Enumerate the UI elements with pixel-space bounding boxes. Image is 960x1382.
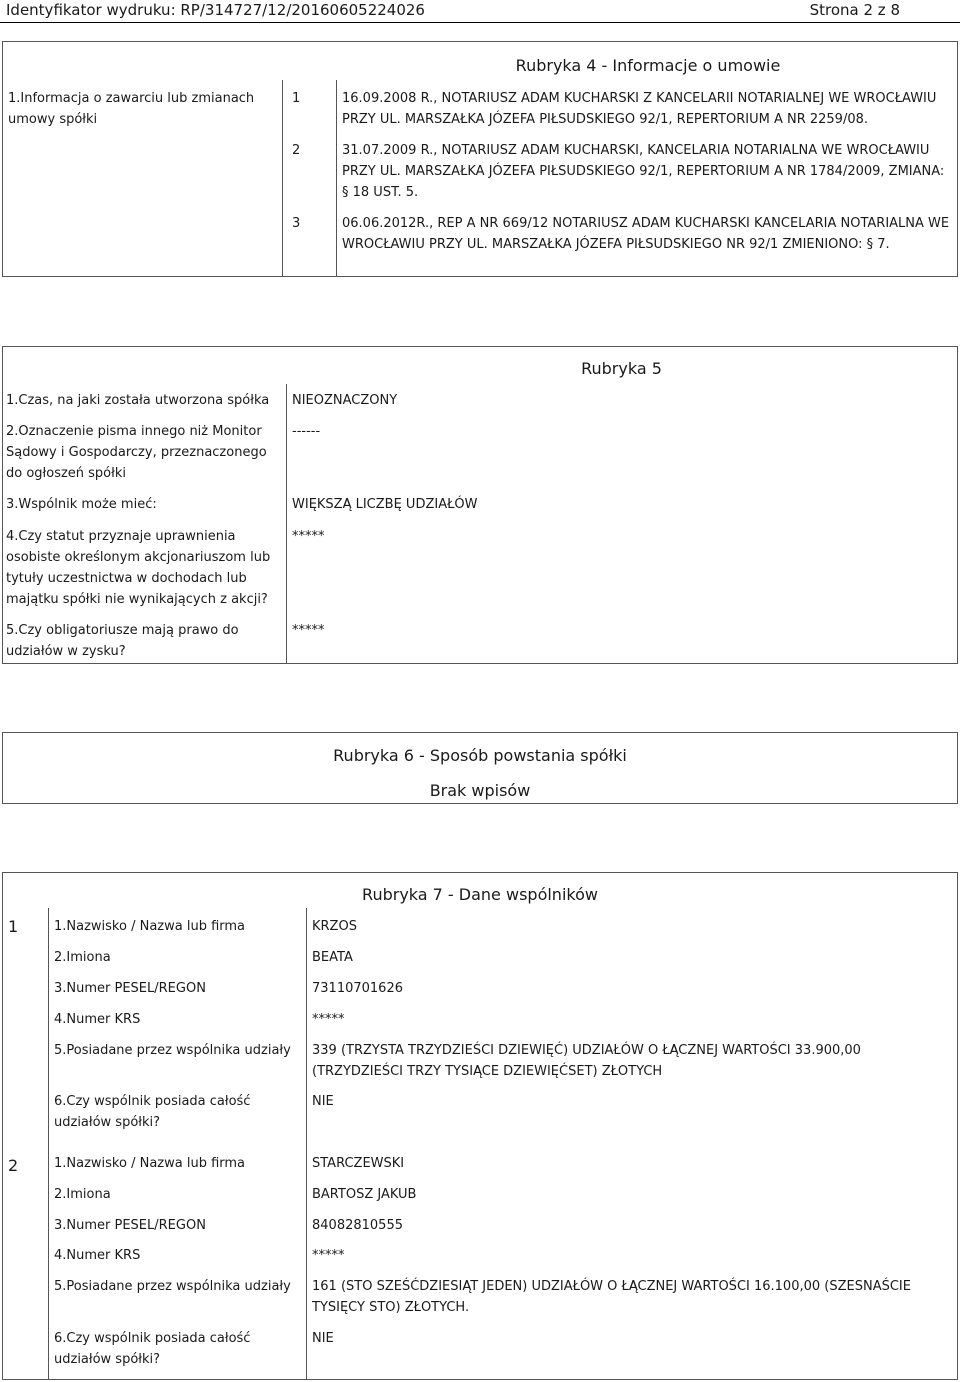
field-label: 4.Numer KRS (54, 1012, 141, 1027)
entry-text: 06.06.2012R., REP A NR 669/12 NOTARIUSZ ADAM KUCHARSKI KANCELARIA NOTARIALNA WE WROCŁAWIU PRZY UL. MARSZAŁKA JÓZEFA PIŁSUDSKIEGO NR 92/1 ZMIENIONO: § 7. (342, 216, 950, 252)
print-identifier: Identyfikator wydruku: RP/314727/12/20160605224026 (6, 1, 425, 19)
page-number: Strona 2 z 8 (809, 1, 900, 19)
field-value: NIEOZNACZONY (292, 393, 398, 408)
rubryka5-title: Rubryka 5 (581, 359, 662, 378)
field-value: 84082810555 (312, 1218, 403, 1233)
field-value: 339 (TRZYSTA TRZYDZIEŚCI DZIEWIĘĆ) UDZIAŁÓW O ŁĄCZNEJ WARTOŚCI 33.900,00 (TRZYDZIEŚCI TRZY TYSIĄCE DZIEWIĘĆSET) ZŁOTYCH (312, 1043, 861, 1079)
rubryka5-divider (286, 384, 287, 664)
field-value: KRZOS (312, 919, 357, 934)
rubryka7-divider-num (48, 908, 49, 1380)
field-label: 1.Nazwisko / Nazwa lub firma (54, 1156, 246, 1171)
rubryka7-title: Rubryka 7 - Dane wspólników (362, 885, 598, 904)
entry-text: 31.07.2009 R., NOTARIUSZ ADAM KUCHARSKI, KANCELARIA NOTARIALNA WE WROCŁAWIU PRZY UL. MARSZAŁKA JÓZEFA PIŁSUDSKIEGO 92/1, REPERTORIUM A NR 1784/2009, ZMIANA: § 18 UST. 5. (342, 143, 945, 200)
field-label: 3.Numer PESEL/REGON (54, 981, 206, 996)
entry-number: 1 (292, 91, 301, 106)
entry-number: 2 (292, 143, 301, 158)
field-value: ***** (292, 529, 325, 544)
field-label: 3.Wspólnik może mieć: (6, 497, 157, 512)
field-label: 1.Czas, na jaki została utworzona spółka (6, 393, 270, 408)
field-value: ***** (312, 1248, 345, 1263)
field-label: 5.Posiadane przez wspólnika udziały (54, 1043, 291, 1058)
field-value: BARTOSZ JAKUB (312, 1187, 417, 1202)
rubryka6-empty: Brak wpisów (429, 781, 531, 800)
field-label: 2.Imiona (54, 950, 111, 965)
field-value: NIE (312, 1094, 334, 1109)
rubryka4-title: Rubryka 4 - Informacje o umowie (515, 56, 781, 75)
field-value: WIĘKSZĄ LICZBĘ UDZIAŁÓW (292, 497, 478, 512)
field-value: ------ (292, 424, 321, 439)
field-value: STARCZEWSKI (312, 1156, 405, 1171)
field-value: ***** (292, 623, 325, 638)
field-label: 4.Czy statut przyznaje uprawnienia osobiste określonym akcjonariuszom lub tytuły uczestnictwa w dochodach lub majątku spółki nie wynikających z akcji? (6, 529, 271, 607)
field-value: NIE (312, 1331, 334, 1346)
field-label: 1.Nazwisko / Nazwa lub firma (54, 919, 246, 934)
rubryka6-title: Rubryka 6 - Sposób powstania spółki (333, 746, 627, 765)
partner-number: 2 (8, 1156, 19, 1175)
field-value: BEATA (312, 950, 353, 965)
partner-number: 1 (8, 917, 19, 936)
field-label: 5.Posiadane przez wspólnika udziały (54, 1279, 291, 1294)
field-label: 2.Imiona (54, 1187, 111, 1202)
field-value: 161 (STO SZEŚĆDZIESIĄT JEDEN) UDZIAŁÓW O ŁĄCZNEJ WARTOŚCI 16.100,00 (SZESNAŚCIE TYSIĘCY STO) ZŁOTYCH. (312, 1279, 911, 1315)
field-label: 3.Numer PESEL/REGON (54, 1218, 206, 1233)
field-label: 4.Numer KRS (54, 1248, 141, 1263)
header-rule (0, 22, 960, 23)
rubryka4-label: 1.Informacja o zawarciu lub zmianach umowy spółki (8, 91, 255, 127)
rubryka4-divider-2 (336, 80, 337, 277)
rubryka7-divider-value (306, 908, 307, 1380)
field-value: 73110701626 (312, 981, 403, 996)
field-label: 6.Czy wspólnik posiada całość udziałów spółki? (54, 1094, 251, 1130)
field-label: 5.Czy obligatoriusze mają prawo do udziałów w zysku? (6, 623, 239, 659)
field-label: 2.Oznaczenie pisma innego niż Monitor Sądowy i Gospodarczy, przeznaczonego do ogłoszeń spółki (6, 424, 267, 481)
field-label: 6.Czy wspólnik posiada całość udziałów spółki? (54, 1331, 251, 1367)
entry-text: 16.09.2008 R., NOTARIUSZ ADAM KUCHARSKI Z KANCELARII NOTARIALNEJ WE WROCŁAWIU PRZY UL. MARSZAŁKA JÓZEFA PIŁSUDSKIEGO 92/1, REPERTORIUM A NR 2259/08. (342, 91, 937, 127)
field-value: ***** (312, 1012, 345, 1027)
entry-number: 3 (292, 216, 301, 231)
rubryka4-divider-1 (282, 80, 283, 277)
